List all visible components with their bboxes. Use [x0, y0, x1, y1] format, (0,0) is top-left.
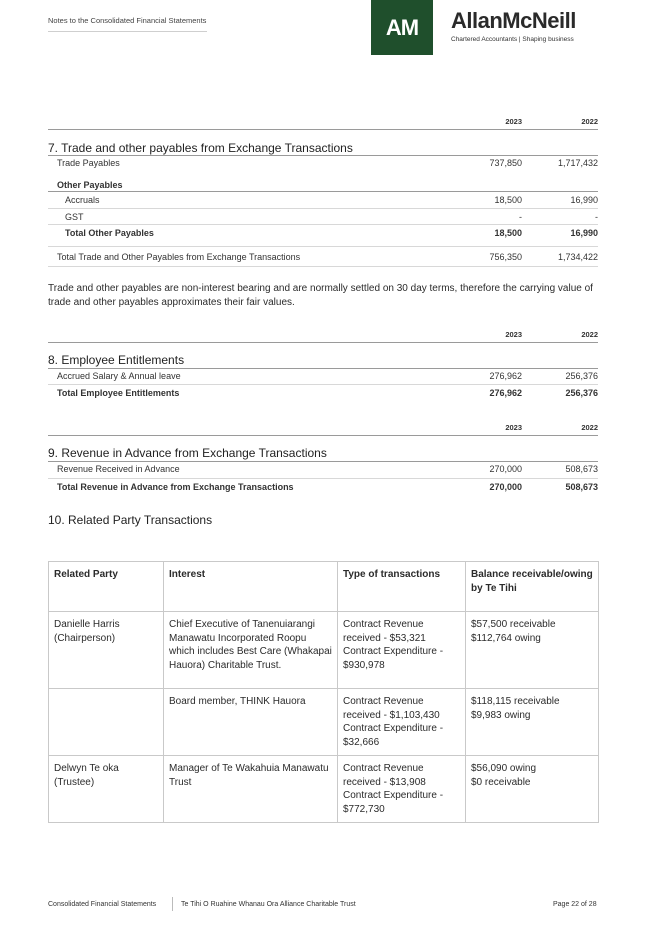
total-revenue-advance-2023: 270,000: [489, 482, 522, 492]
party-role: (Chairperson): [54, 632, 116, 644]
balance-line: $0 receivable: [471, 776, 531, 788]
divider: [48, 208, 598, 209]
total-other-payables-2022: 16,990: [570, 228, 598, 238]
divider: [48, 342, 598, 343]
revenue-received-2023: 270,000: [489, 464, 522, 474]
total-revenue-advance-2022: 508,673: [565, 482, 598, 492]
trade-payables-2023: 737,850: [489, 158, 522, 168]
other-payables-heading: Other Payables: [57, 180, 123, 190]
divider: [48, 155, 598, 156]
year-header-prior: 2022: [581, 117, 598, 126]
divider: [48, 191, 598, 192]
footer-separator: [172, 897, 173, 911]
total-employee-entitlements-2023: 276,962: [489, 388, 522, 398]
related-party-table: [48, 561, 599, 823]
divider: [48, 266, 598, 267]
total-trade-payables-2022: 1,734,422: [557, 252, 598, 262]
type-cell: Contract Revenue received - $53,321 Contract Expenditure - $930,978: [338, 612, 466, 689]
interest-cell: Chief Executive of Tanenuiarangi Manawatu Incorporated Roopu which includes Best Care (Whakapai Hauora) Charitable Trust.: [164, 612, 338, 689]
divider: [48, 384, 598, 385]
footer-trust-name: Te Tihi O Ruahine Whanau Ora Alliance Charitable Trust: [181, 901, 356, 908]
divider: [48, 368, 598, 369]
year-header-prior: 2022: [581, 330, 598, 339]
divider: [48, 461, 598, 462]
year-header-current: 2023: [505, 330, 522, 339]
total-trade-payables-2023: 756,350: [489, 252, 522, 262]
party-cell: [49, 756, 164, 823]
note9-title: 9. Revenue in Advance from Exchange Transactions: [48, 446, 327, 460]
divider: [48, 478, 598, 479]
trade-payables-label: Trade Payables: [57, 158, 120, 168]
balance-line: $56,090 owing: [471, 763, 537, 774]
total-revenue-advance-label: Total Revenue in Advance from Exchange Transactions: [57, 482, 294, 492]
interest-cell: Board member, THINK Hauora: [164, 689, 338, 756]
logo-mark-text: AM: [385, 14, 419, 40]
divider: [48, 129, 598, 130]
table-row: [49, 689, 599, 756]
col-header-related-party: Related Party: [49, 562, 164, 612]
total-other-payables-label: Total Other Payables: [65, 228, 154, 238]
interest-cell: Manager of Te Wakahuia Manawatu Trust: [164, 756, 338, 823]
accruals-2023: 18,500: [494, 195, 522, 205]
balance-cell: [466, 612, 599, 689]
party-name: Delwyn Te oka: [54, 763, 119, 774]
year-header-current: 2023: [505, 423, 522, 432]
divider: [48, 224, 598, 225]
party-role: (Trustee): [54, 776, 95, 788]
total-employee-entitlements-2022: 256,376: [565, 388, 598, 398]
divider: [48, 246, 598, 247]
year-header-prior: 2022: [581, 423, 598, 432]
party-name: Danielle Harris: [54, 619, 120, 630]
total-other-payables-2023: 18,500: [494, 228, 522, 238]
firm-logo-mark: [371, 0, 433, 55]
balance-cell: [466, 689, 599, 756]
revenue-received-label: Revenue Received in Advance: [57, 464, 180, 474]
page-number: Page 22 of 28: [553, 901, 597, 908]
type-cell: Contract Revenue received - $1,103,430 Contract Expenditure - $32,666: [338, 689, 466, 756]
header-divider: [48, 31, 207, 32]
balance-cell: [466, 756, 599, 823]
type-cell: Contract Revenue received - $13,908 Contract Expenditure - $772,730: [338, 756, 466, 823]
col-header-type: Type of transactions: [338, 562, 466, 612]
party-cell: [49, 612, 164, 689]
total-trade-payables-label: Total Trade and Other Payables from Exchange Transactions: [57, 252, 301, 262]
brand-name: AllanMcNeill: [451, 8, 576, 33]
revenue-received-2022: 508,673: [565, 464, 598, 474]
brand-tagline: Chartered Accountants | Shaping business: [451, 36, 574, 43]
accruals-2022: 16,990: [570, 195, 598, 205]
note7-explanation: Trade and other payables are non-interest bearing and are normally settled on 30 day terms, therefore the carrying value of trade and other payables approximates their fair values.: [48, 283, 593, 308]
note7-title: 7. Trade and other payables from Exchange Transactions: [48, 141, 353, 155]
table-row: [49, 612, 599, 689]
note10-title: 10. Related Party Transactions: [48, 513, 213, 527]
accrued-salary-2022: 256,376: [565, 371, 598, 381]
balance-line: $9,983 owing: [471, 709, 531, 721]
party-cell: [49, 689, 164, 756]
accruals-label: Accruals: [65, 195, 100, 205]
gst-label: GST: [65, 212, 84, 222]
table-row: [49, 756, 599, 823]
divider: [48, 435, 598, 436]
col-header-balance: Balance receivable/owing by Te Tihi: [466, 562, 599, 612]
gst-2023: -: [519, 212, 522, 222]
col-header-interest: Interest: [164, 562, 338, 612]
accrued-salary-2023: 276,962: [489, 371, 522, 381]
balance-line: $57,500 receivable: [471, 619, 556, 630]
total-employee-entitlements-label: Total Employee Entitlements: [57, 388, 180, 398]
balance-line: $118,115 receivable: [471, 696, 560, 707]
accrued-salary-label: Accrued Salary & Annual leave: [57, 371, 181, 381]
footer-left: Consolidated Financial Statements: [48, 901, 157, 908]
gst-2022: -: [595, 212, 598, 222]
balance-line: $112,764 owing: [471, 632, 541, 644]
note8-title: 8. Employee Entitlements: [48, 353, 185, 367]
year-header-current: 2023: [505, 117, 522, 126]
trade-payables-2022: 1,717,432: [557, 158, 598, 168]
running-head: Notes to the Consolidated Financial Statements: [48, 16, 207, 25]
